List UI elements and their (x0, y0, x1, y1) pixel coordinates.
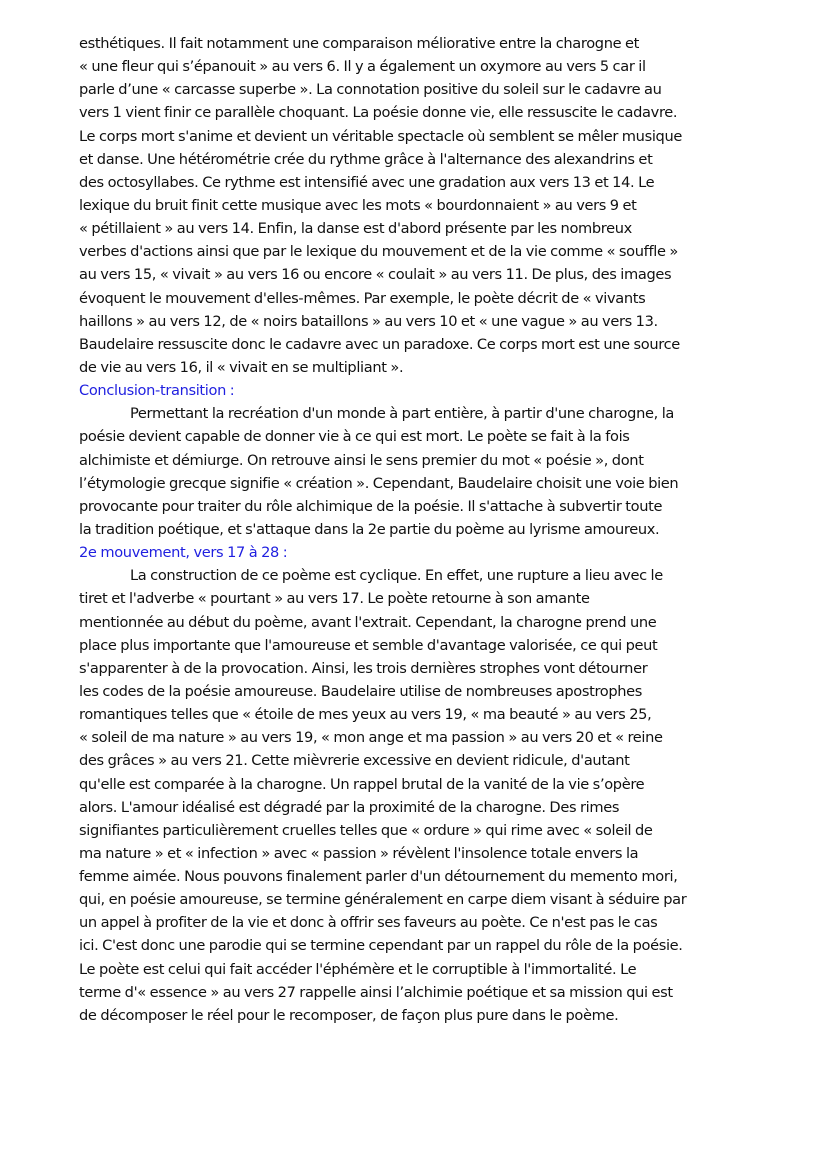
text-line: la tradition poétique, et s'attaque dans la 2e partie du poème au lyrisme amoureux. (79, 520, 660, 538)
text-line: La construction de ce poème est cyclique. En effet, une rupture a lieu avec le (130, 567, 663, 585)
text-line: lexique du bruit finit cette musique avec les mots « bourdonnaient » au vers 9 et (79, 196, 637, 214)
text-line: provocante pour traiter du rôle alchimique de la poésie. Il s'attache à subvertir toute (79, 497, 663, 515)
text-line: l’étymologie grecque signifie « création ». Cependant, Baudelaire choisit une voie bien (79, 474, 679, 492)
document-page (79, 32, 779, 1027)
text-line: alors. L'amour idéalisé est dégradé par la proximité de la charogne. Des rimes (79, 798, 620, 816)
text-line: signifiantes particulièrement cruelles telles que « ordure » qui rime avec « soleil de (79, 821, 653, 839)
text-line: Le poète est celui qui fait accéder l'éphémère et le corruptible à l'immortalité. Le (79, 960, 637, 978)
text-line: ici. C'est donc une parodie qui se termine cependant par un rappel du rôle de la poésie. (79, 937, 683, 955)
text-line: un appel à profiter de la vie et donc à offrir ses faveurs au poète. Ce n'est pas le cas (79, 914, 658, 932)
text-line: s'apparenter à de la provocation. Ainsi, les trois dernières strophes vont détourner (79, 659, 648, 677)
text-line: « pétillaient » au vers 14. Enfin, la danse est d'abord présente par les nombreux (79, 220, 632, 238)
text-line: et danse. Une hétérométrie crée du rythme grâce à l'alternance des alexandrins et (79, 150, 653, 168)
text-line: de décomposer le réel pour le recomposer, de façon plus pure dans le poème. (79, 1006, 619, 1024)
text-line: verbes d'actions ainsi que par le lexique du mouvement et de la vie comme « souffle » (79, 243, 678, 261)
text-line: ma nature » et « infection » avec « passion » révèlent l'insolence totale envers la (79, 844, 639, 862)
text-line: Baudelaire ressuscite donc le cadavre avec un paradoxe. Ce corps mort est une source (79, 335, 680, 353)
text-line: poésie devient capable de donner vie à ce qui est mort. Le poète se fait à la fois (79, 428, 630, 446)
text-line: esthétiques. Il fait notamment une comparaison méliorative entre la charogne et (79, 35, 640, 52)
text-line: qu'elle est comparée à la charogne. Un rappel brutal de la vanité de la vie s’opère (79, 775, 645, 793)
text-line: parle d’une « carcasse superbe ». La connotation positive du soleil sur le cadavre au (79, 81, 662, 99)
text-line: terme d'« essence » au vers 27 rappelle ainsi l’alchimie poétique et sa mission qui est (79, 983, 673, 1001)
text-line: haillons » au vers 12, de « noirs bataillons » au vers 10 et « une vague » au vers 13. (79, 312, 658, 330)
text-line: qui, en poésie amoureuse, se termine généralement en carpe diem visant à séduire par (79, 891, 687, 909)
text-line: mentionnée au début du poème, avant l'extrait. Cependant, la charogne prend une (79, 613, 657, 631)
text-line: Le corps mort s'anime et devient un véritable spectacle où semblent se mêler musique (79, 127, 682, 145)
heading-second-movement: 2e mouvement, vers 17 à 28 : (79, 544, 288, 562)
text-line: vers 1 vient finir ce parallèle choquant. La poésie donne vie, elle ressuscite le cadavre. (79, 104, 678, 122)
text-line: « une fleur qui s’épanouit » au vers 6. Il y a également un oxymore au vers 5 car il (79, 58, 646, 76)
text-line: au vers 15, « vivait » au vers 16 ou encore « coulait » au vers 11. De plus, des images (79, 266, 672, 284)
text-line: évoquent le mouvement d'elles-mêmes. Par exemple, le poète décrit de « vivants (79, 289, 646, 307)
text-line: place plus importante que l'amoureuse et semble d'avantage valorisée, ce qui peut (79, 636, 658, 654)
text-line: alchimiste et démiurge. On retrouve ainsi le sens premier du mot « poésie », dont (79, 451, 644, 469)
text-line: Permettant la recréation d'un monde à part entière, à partir d'une charogne, la (130, 405, 675, 423)
text-line: « soleil de ma nature » au vers 19, « mon ange et ma passion » au vers 20 et « reine (79, 729, 663, 747)
heading-conclusion-transition: Conclusion-transition : (79, 382, 235, 400)
text-line: femme aimée. Nous pouvons finalement parler d'un détournement du memento mori, (79, 868, 678, 886)
paragraph-conclusion-transition (79, 402, 779, 541)
paragraph-first-movement-end (79, 32, 779, 379)
text-line: de vie au vers 16, il « vivait en se multipliant ». (79, 358, 404, 376)
text-line: tiret et l'adverbe « pourtant » au vers 17. Le poète retourne à son amante (79, 590, 590, 608)
text-line: romantiques telles que « étoile de mes yeux au vers 19, « ma beauté » au vers 25, (79, 706, 652, 724)
text-line: les codes de la poésie amoureuse. Baudelaire utilise de nombreuses apostrophes (79, 682, 643, 700)
text-line: des octosyllabes. Ce rythme est intensifié avec une gradation aux vers 13 et 14. Le (79, 173, 655, 191)
paragraph-second-movement (79, 564, 779, 1027)
text-line: des grâces » au vers 21. Cette mièvrerie excessive en devient ridicule, d'autant (79, 752, 630, 770)
